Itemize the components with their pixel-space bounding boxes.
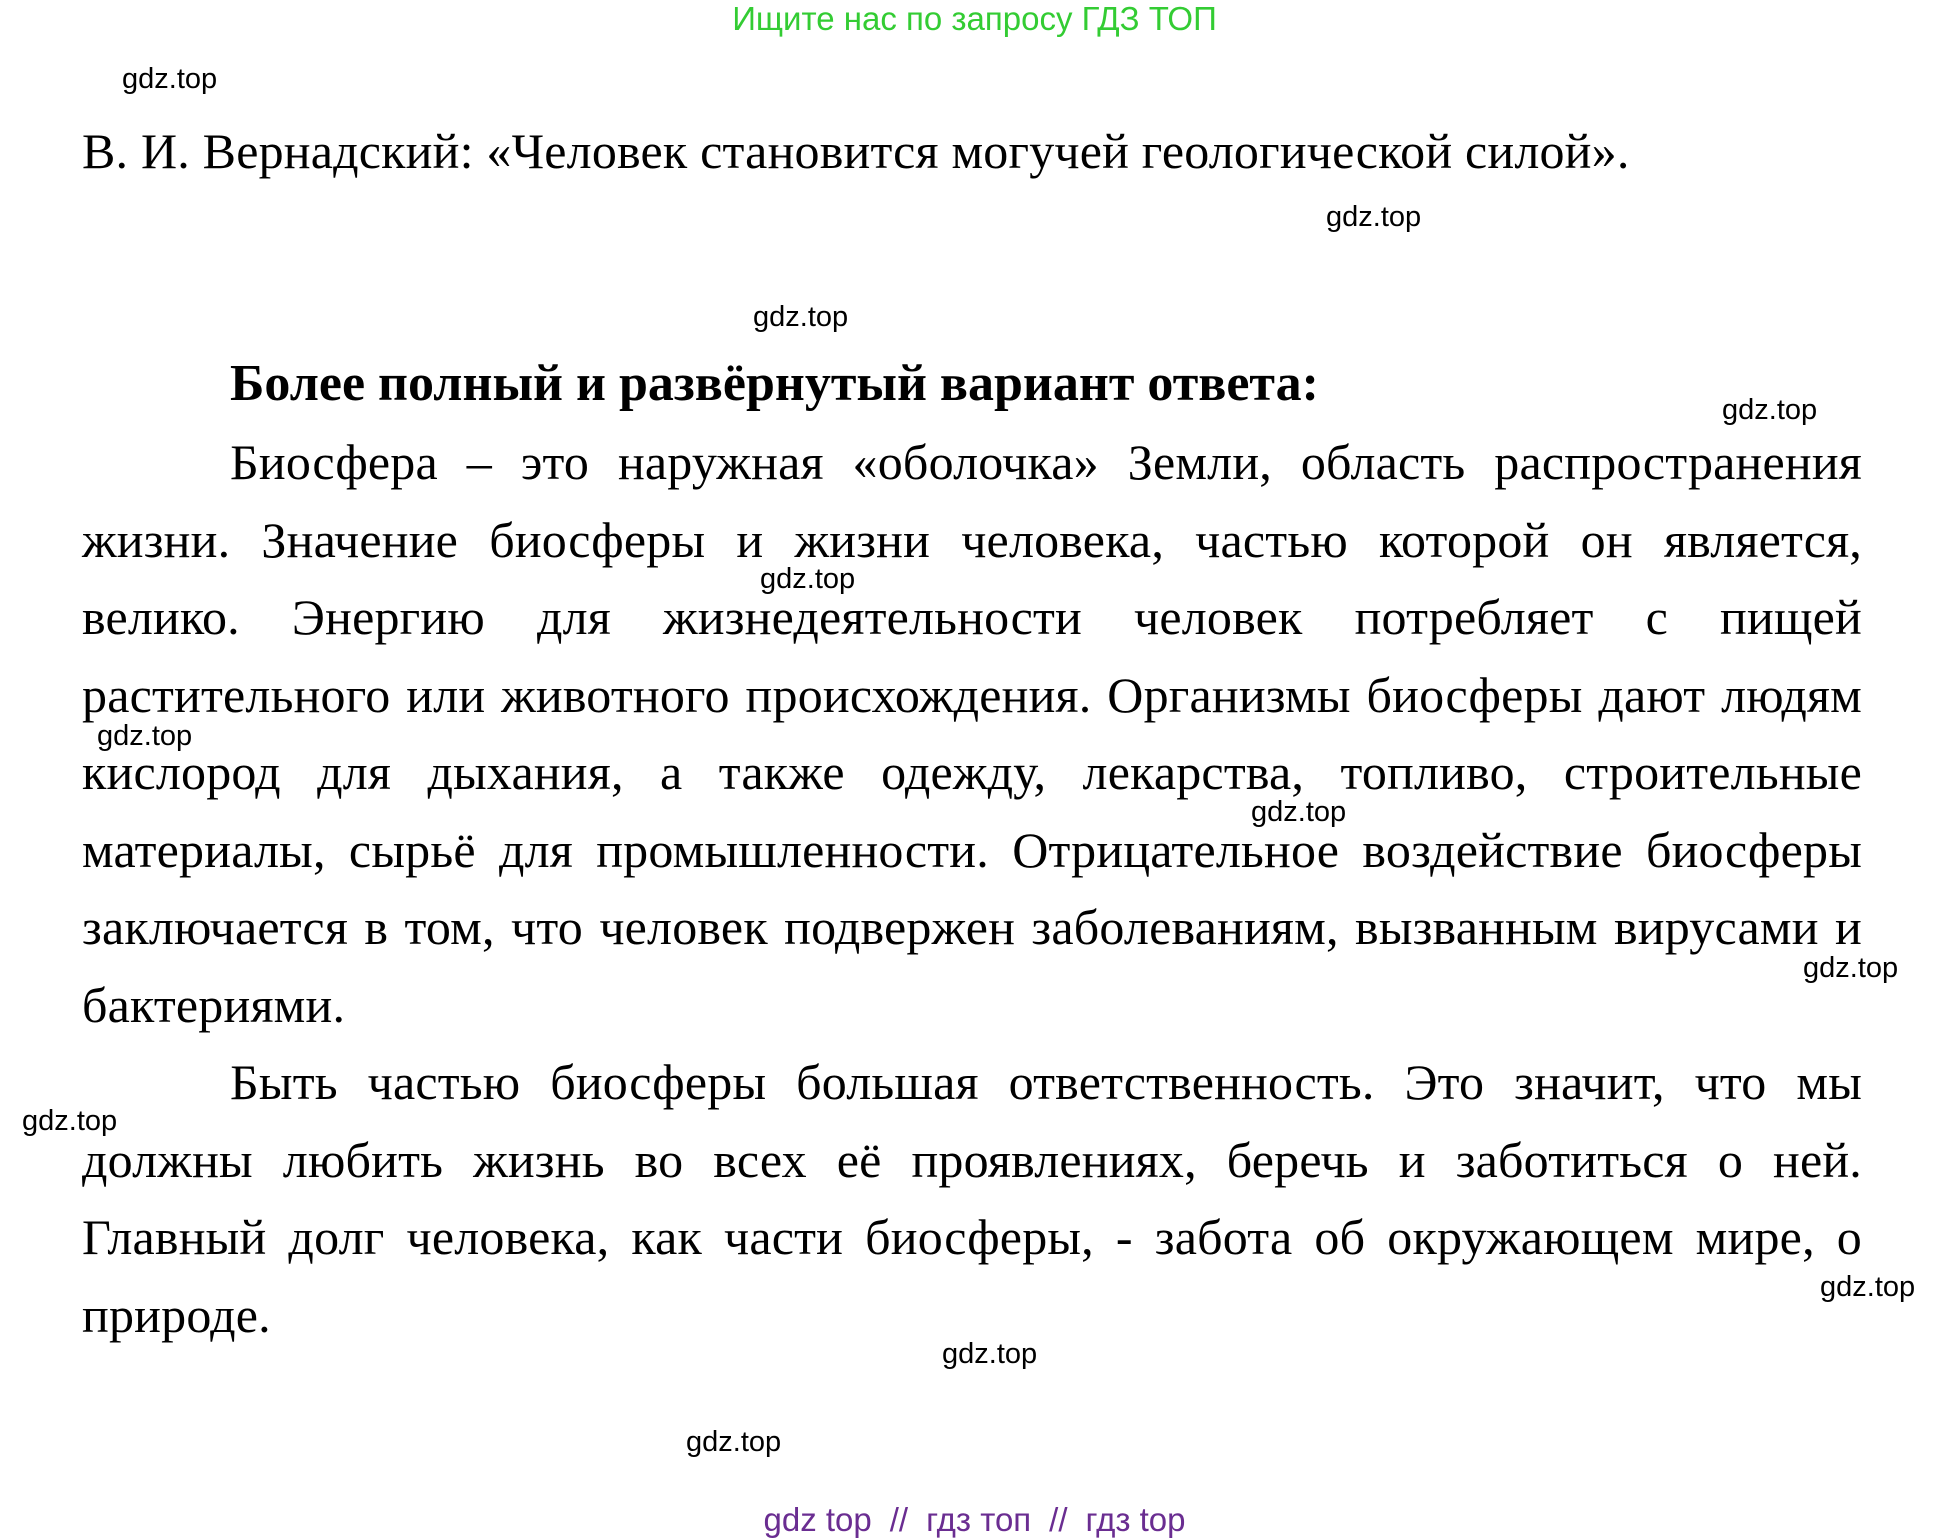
footer-separator: // xyxy=(1049,1501,1068,1538)
footer-link[interactable]: gdz top xyxy=(763,1501,872,1538)
watermark: gdz.top xyxy=(1722,394,1818,426)
footer-link[interactable]: гдз топ xyxy=(926,1501,1032,1538)
watermark: gdz.top xyxy=(1820,1271,1916,1303)
paragraph-biosphere: Биосфера – это наружная «оболочка» Земли, область распространения жизни. Значение биосферы и жизни человека, частью которой он является, велико. Энергию для жизнедеятельности человек потребляет с пищей растительного или животного происхождения. Организмы биосферы дают людям кислород для дыхания, а также одежду, лекарства, топливо, строительные материалы, сырьё для промышленности. Отрицательное воздействие биосферы заключается в том, что человек подвержен заболеваниям, вызванным вирусами и бактериями. xyxy=(82,434,1862,1033)
quote-text: В. И. Вернадский: «Человек становится могучей геологической силой». xyxy=(82,123,1630,179)
watermark: gdz.top xyxy=(1326,201,1422,233)
paragraph-responsibility: Быть частью биосферы большая ответственность. Это значит, что мы должны любить жизнь во всех её проявлениях, беречь и заботиться о ней. Главный долг человека, как части биосферы, - забота об окружающем мире, о природе. xyxy=(82,1054,1862,1343)
watermark: gdz.top xyxy=(686,1426,782,1458)
watermark: gdz.top xyxy=(753,301,849,333)
footer-link[interactable]: гдз top xyxy=(1085,1501,1186,1538)
answer-body xyxy=(82,424,1862,1354)
watermark: gdz.top xyxy=(22,1105,118,1137)
footer-links xyxy=(0,1500,1949,1540)
watermark: gdz.top xyxy=(97,720,193,752)
watermark: gdz.top xyxy=(1803,952,1899,984)
quote-block xyxy=(82,113,1862,191)
watermark: gdz.top xyxy=(760,563,856,595)
watermark: gdz.top xyxy=(122,63,218,95)
watermark: gdz.top xyxy=(942,1338,1038,1370)
footer-separator: // xyxy=(889,1501,909,1538)
answer-heading: Более полный и развёрнутый вариант ответа: xyxy=(230,355,1319,412)
search-banner: Ищите нас по запросу ГДЗ ТОП xyxy=(732,0,1217,37)
watermark: gdz.top xyxy=(1251,796,1347,828)
